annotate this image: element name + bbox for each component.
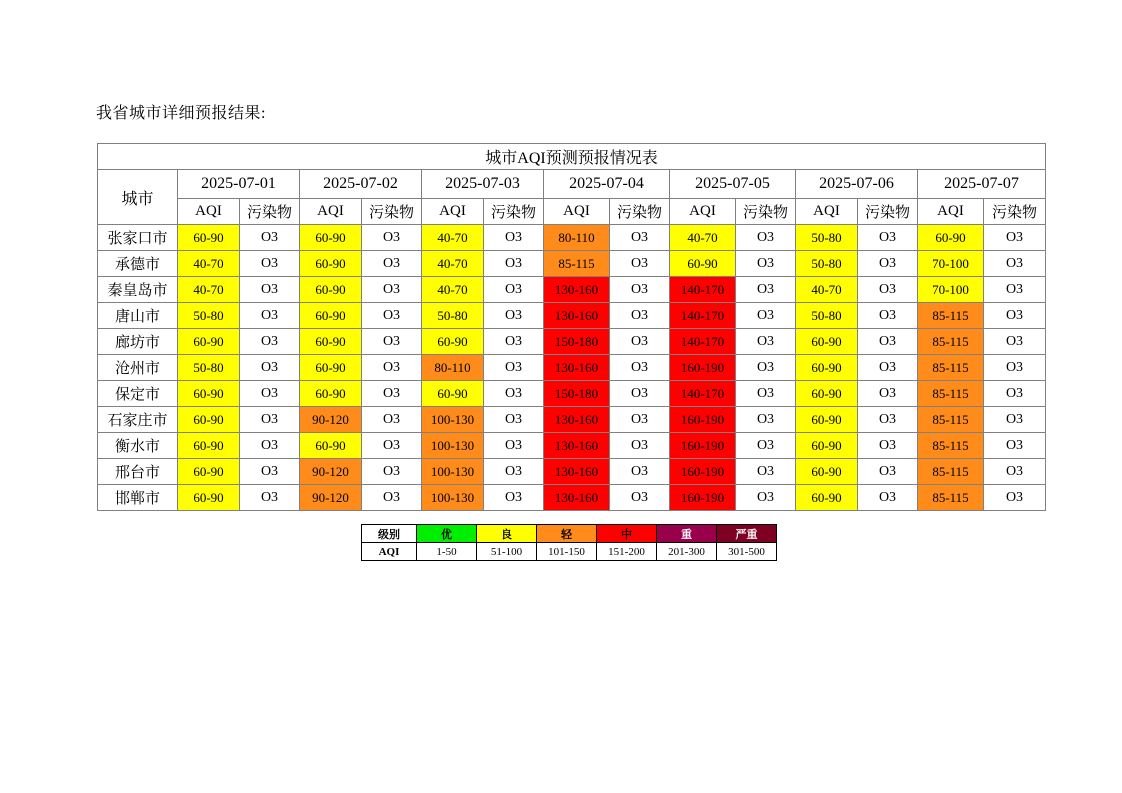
pollutant-cell: O3 — [240, 303, 300, 329]
aqi-value-cell: 85-115 — [918, 433, 984, 459]
aqi-value-cell: 60-90 — [422, 381, 484, 407]
aqi-value-cell: 130-160 — [544, 355, 610, 381]
pollutant-cell: O3 — [484, 433, 544, 459]
pollutant-cell: O3 — [984, 251, 1046, 277]
pollutant-cell: O3 — [858, 381, 918, 407]
city-name-cell: 邢台市 — [98, 459, 178, 485]
aqi-value-cell: 60-90 — [796, 459, 858, 485]
aqi-legend-container — [361, 524, 777, 561]
aqi-value-cell: 40-70 — [796, 277, 858, 303]
pollutant-cell: O3 — [858, 459, 918, 485]
table-date-header-row — [98, 170, 1046, 199]
legend-level-4: 中 — [597, 525, 657, 543]
aqi-value-cell: 50-80 — [178, 355, 240, 381]
pollutant-cell: O3 — [362, 251, 422, 277]
pollutant-cell: O3 — [610, 225, 670, 251]
pollutant-cell: O3 — [736, 381, 796, 407]
pollutant-cell: O3 — [610, 459, 670, 485]
aqi-value-cell: 60-90 — [178, 433, 240, 459]
legend-level-3: 轻 — [537, 525, 597, 543]
pollutant-cell: O3 — [858, 485, 918, 511]
aqi-value-cell: 85-115 — [918, 355, 984, 381]
column-subheader-pollutant-5: 污染物 — [736, 199, 796, 225]
column-header-date-7: 2025-07-07 — [918, 170, 1046, 199]
pollutant-cell: O3 — [736, 277, 796, 303]
aqi-value-cell: 160-190 — [670, 433, 736, 459]
pollutant-cell: O3 — [240, 485, 300, 511]
column-subheader-aqi-2: AQI — [300, 199, 362, 225]
aqi-value-cell: 40-70 — [670, 225, 736, 251]
pollutant-cell: O3 — [240, 459, 300, 485]
column-subheader-pollutant-2: 污染物 — [362, 199, 422, 225]
aqi-value-cell: 60-90 — [178, 485, 240, 511]
aqi-value-cell: 80-110 — [544, 225, 610, 251]
column-header-date-6: 2025-07-06 — [796, 170, 918, 199]
aqi-value-cell: 60-90 — [300, 381, 362, 407]
pollutant-cell: O3 — [484, 251, 544, 277]
pollutant-cell: O3 — [362, 407, 422, 433]
pollutant-cell: O3 — [240, 251, 300, 277]
legend-range-row — [362, 543, 777, 561]
pollutant-cell: O3 — [362, 433, 422, 459]
aqi-value-cell: 85-115 — [918, 485, 984, 511]
pollutant-cell: O3 — [858, 355, 918, 381]
aqi-value-cell: 60-90 — [796, 355, 858, 381]
column-subheader-aqi-3: AQI — [422, 199, 484, 225]
pollutant-cell: O3 — [484, 225, 544, 251]
column-subheader-aqi-4: AQI — [544, 199, 610, 225]
aqi-value-cell: 60-90 — [918, 225, 984, 251]
pollutant-cell: O3 — [984, 329, 1046, 355]
column-subheader-pollutant-6: 污染物 — [858, 199, 918, 225]
pollutant-cell: O3 — [484, 459, 544, 485]
aqi-value-cell: 40-70 — [178, 251, 240, 277]
pollutant-cell: O3 — [610, 433, 670, 459]
aqi-value-cell: 60-90 — [796, 433, 858, 459]
table-row — [98, 485, 1046, 511]
pollutant-cell: O3 — [736, 433, 796, 459]
column-subheader-aqi-6: AQI — [796, 199, 858, 225]
pollutant-cell: O3 — [240, 355, 300, 381]
aqi-value-cell: 60-90 — [796, 407, 858, 433]
aqi-forecast-table — [97, 143, 1046, 511]
column-header-date-4: 2025-07-04 — [544, 170, 670, 199]
aqi-value-cell: 140-170 — [670, 277, 736, 303]
pollutant-cell: O3 — [362, 355, 422, 381]
aqi-value-cell: 130-160 — [544, 433, 610, 459]
legend-range-2: 51-100 — [477, 543, 537, 561]
aqi-value-cell: 40-70 — [422, 225, 484, 251]
pollutant-cell: O3 — [610, 485, 670, 511]
aqi-value-cell: 160-190 — [670, 407, 736, 433]
pollutant-cell: O3 — [362, 225, 422, 251]
legend-level-2: 良 — [477, 525, 537, 543]
aqi-value-cell: 130-160 — [544, 277, 610, 303]
pollutant-cell: O3 — [610, 329, 670, 355]
aqi-value-cell: 60-90 — [178, 225, 240, 251]
pollutant-cell: O3 — [240, 329, 300, 355]
pollutant-cell: O3 — [484, 277, 544, 303]
aqi-value-cell: 85-115 — [918, 459, 984, 485]
legend-level-row — [362, 525, 777, 543]
pollutant-cell: O3 — [240, 225, 300, 251]
pollutant-cell: O3 — [984, 303, 1046, 329]
pollutant-cell: O3 — [736, 459, 796, 485]
aqi-value-cell: 85-115 — [918, 329, 984, 355]
pollutant-cell: O3 — [362, 277, 422, 303]
column-subheader-aqi-1: AQI — [178, 199, 240, 225]
pollutant-cell: O3 — [984, 225, 1046, 251]
table-title: 城市AQI预测预报情况表 — [98, 144, 1046, 170]
page-intro-text: 我省城市详细预报结果: — [96, 105, 266, 122]
table-row — [98, 355, 1046, 381]
pollutant-cell: O3 — [362, 485, 422, 511]
table-row — [98, 329, 1046, 355]
pollutant-cell: O3 — [984, 485, 1046, 511]
pollutant-cell: O3 — [984, 459, 1046, 485]
legend-level-6: 严重 — [717, 525, 777, 543]
pollutant-cell: O3 — [362, 303, 422, 329]
aqi-value-cell: 60-90 — [300, 251, 362, 277]
legend-row-label-aqi: AQI — [362, 543, 417, 561]
column-subheader-pollutant-7: 污染物 — [984, 199, 1046, 225]
pollutant-cell: O3 — [240, 381, 300, 407]
pollutant-cell: O3 — [736, 329, 796, 355]
aqi-value-cell: 160-190 — [670, 355, 736, 381]
pollutant-cell: O3 — [858, 251, 918, 277]
aqi-value-cell: 40-70 — [422, 277, 484, 303]
city-name-cell: 承德市 — [98, 251, 178, 277]
pollutant-cell: O3 — [736, 355, 796, 381]
column-header-date-5: 2025-07-05 — [670, 170, 796, 199]
city-name-cell: 保定市 — [98, 381, 178, 407]
aqi-value-cell: 50-80 — [178, 303, 240, 329]
table-row — [98, 251, 1046, 277]
column-header-date-2: 2025-07-02 — [300, 170, 422, 199]
pollutant-cell: O3 — [610, 381, 670, 407]
aqi-value-cell: 90-120 — [300, 459, 362, 485]
column-subheader-pollutant-3: 污染物 — [484, 199, 544, 225]
legend-row-label-level: 级别 — [362, 525, 417, 543]
pollutant-cell: O3 — [736, 407, 796, 433]
aqi-legend-table — [361, 524, 777, 561]
aqi-value-cell: 140-170 — [670, 303, 736, 329]
aqi-value-cell: 160-190 — [670, 485, 736, 511]
column-subheader-aqi-7: AQI — [918, 199, 984, 225]
table-row — [98, 459, 1046, 485]
pollutant-cell: O3 — [736, 485, 796, 511]
aqi-value-cell: 140-170 — [670, 381, 736, 407]
pollutant-cell: O3 — [484, 381, 544, 407]
pollutant-cell: O3 — [736, 225, 796, 251]
column-subheader-pollutant-1: 污染物 — [240, 199, 300, 225]
aqi-value-cell: 40-70 — [422, 251, 484, 277]
table-subheader-row — [98, 199, 1046, 225]
pollutant-cell: O3 — [984, 407, 1046, 433]
aqi-value-cell: 60-90 — [300, 277, 362, 303]
legend-level-1: 优 — [417, 525, 477, 543]
column-header-city: 城市 — [98, 170, 178, 225]
pollutant-cell: O3 — [484, 355, 544, 381]
aqi-value-cell: 40-70 — [178, 277, 240, 303]
aqi-value-cell: 90-120 — [300, 407, 362, 433]
table-title-row — [98, 144, 1046, 170]
city-name-cell: 张家口市 — [98, 225, 178, 251]
aqi-value-cell: 150-180 — [544, 381, 610, 407]
city-name-cell: 衡水市 — [98, 433, 178, 459]
column-header-date-1: 2025-07-01 — [178, 170, 300, 199]
aqi-value-cell: 60-90 — [796, 485, 858, 511]
pollutant-cell: O3 — [858, 303, 918, 329]
table-row — [98, 407, 1046, 433]
aqi-value-cell: 100-130 — [422, 433, 484, 459]
aqi-value-cell: 60-90 — [796, 329, 858, 355]
pollutant-cell: O3 — [610, 303, 670, 329]
aqi-value-cell: 60-90 — [300, 433, 362, 459]
aqi-value-cell: 130-160 — [544, 303, 610, 329]
aqi-value-cell: 85-115 — [918, 407, 984, 433]
pollutant-cell: O3 — [484, 303, 544, 329]
aqi-value-cell: 140-170 — [670, 329, 736, 355]
city-name-cell: 沧州市 — [98, 355, 178, 381]
legend-range-6: 301-500 — [717, 543, 777, 561]
aqi-value-cell: 70-100 — [918, 277, 984, 303]
aqi-value-cell: 60-90 — [178, 329, 240, 355]
aqi-value-cell: 50-80 — [422, 303, 484, 329]
aqi-value-cell: 60-90 — [300, 225, 362, 251]
aqi-value-cell: 60-90 — [422, 329, 484, 355]
pollutant-cell: O3 — [736, 251, 796, 277]
aqi-value-cell: 100-130 — [422, 459, 484, 485]
aqi-value-cell: 150-180 — [544, 329, 610, 355]
aqi-value-cell: 85-115 — [544, 251, 610, 277]
table-row — [98, 433, 1046, 459]
aqi-value-cell: 80-110 — [422, 355, 484, 381]
aqi-value-cell: 50-80 — [796, 303, 858, 329]
legend-range-3: 101-150 — [537, 543, 597, 561]
column-subheader-pollutant-4: 污染物 — [610, 199, 670, 225]
pollutant-cell: O3 — [240, 407, 300, 433]
aqi-value-cell: 130-160 — [544, 485, 610, 511]
pollutant-cell: O3 — [858, 407, 918, 433]
legend-range-4: 151-200 — [597, 543, 657, 561]
pollutant-cell: O3 — [484, 407, 544, 433]
legend-level-5: 重 — [657, 525, 717, 543]
aqi-value-cell: 85-115 — [918, 303, 984, 329]
aqi-value-cell: 60-90 — [670, 251, 736, 277]
column-subheader-aqi-5: AQI — [670, 199, 736, 225]
city-name-cell: 廊坊市 — [98, 329, 178, 355]
pollutant-cell: O3 — [736, 303, 796, 329]
pollutant-cell: O3 — [610, 407, 670, 433]
aqi-value-cell: 130-160 — [544, 407, 610, 433]
pollutant-cell: O3 — [240, 277, 300, 303]
aqi-value-cell: 70-100 — [918, 251, 984, 277]
city-name-cell: 秦皇岛市 — [98, 277, 178, 303]
aqi-value-cell: 60-90 — [796, 381, 858, 407]
pollutant-cell: O3 — [858, 225, 918, 251]
pollutant-cell: O3 — [858, 433, 918, 459]
aqi-value-cell: 130-160 — [544, 459, 610, 485]
pollutant-cell: O3 — [362, 381, 422, 407]
pollutant-cell: O3 — [984, 355, 1046, 381]
aqi-value-cell: 60-90 — [300, 303, 362, 329]
pollutant-cell: O3 — [858, 329, 918, 355]
pollutant-cell: O3 — [984, 381, 1046, 407]
table-row — [98, 225, 1046, 251]
pollutant-cell: O3 — [984, 433, 1046, 459]
table-row — [98, 303, 1046, 329]
table-row — [98, 277, 1046, 303]
city-name-cell: 邯郸市 — [98, 485, 178, 511]
pollutant-cell: O3 — [484, 485, 544, 511]
pollutant-cell: O3 — [240, 433, 300, 459]
pollutant-cell: O3 — [984, 277, 1046, 303]
aqi-value-cell: 60-90 — [178, 407, 240, 433]
table-row — [98, 381, 1046, 407]
aqi-value-cell: 50-80 — [796, 225, 858, 251]
aqi-value-cell: 100-130 — [422, 485, 484, 511]
pollutant-cell: O3 — [610, 277, 670, 303]
aqi-value-cell: 60-90 — [300, 355, 362, 381]
aqi-value-cell: 60-90 — [300, 329, 362, 355]
pollutant-cell: O3 — [362, 459, 422, 485]
aqi-value-cell: 60-90 — [178, 381, 240, 407]
aqi-value-cell: 60-90 — [178, 459, 240, 485]
pollutant-cell: O3 — [610, 251, 670, 277]
legend-range-5: 201-300 — [657, 543, 717, 561]
legend-range-1: 1-50 — [417, 543, 477, 561]
pollutant-cell: O3 — [362, 329, 422, 355]
aqi-value-cell: 100-130 — [422, 407, 484, 433]
aqi-forecast-table-container — [97, 143, 1038, 511]
pollutant-cell: O3 — [858, 277, 918, 303]
aqi-value-cell: 85-115 — [918, 381, 984, 407]
column-header-date-3: 2025-07-03 — [422, 170, 544, 199]
aqi-value-cell: 160-190 — [670, 459, 736, 485]
aqi-value-cell: 50-80 — [796, 251, 858, 277]
pollutant-cell: O3 — [610, 355, 670, 381]
pollutant-cell: O3 — [484, 329, 544, 355]
city-name-cell: 唐山市 — [98, 303, 178, 329]
aqi-value-cell: 90-120 — [300, 485, 362, 511]
city-name-cell: 石家庄市 — [98, 407, 178, 433]
